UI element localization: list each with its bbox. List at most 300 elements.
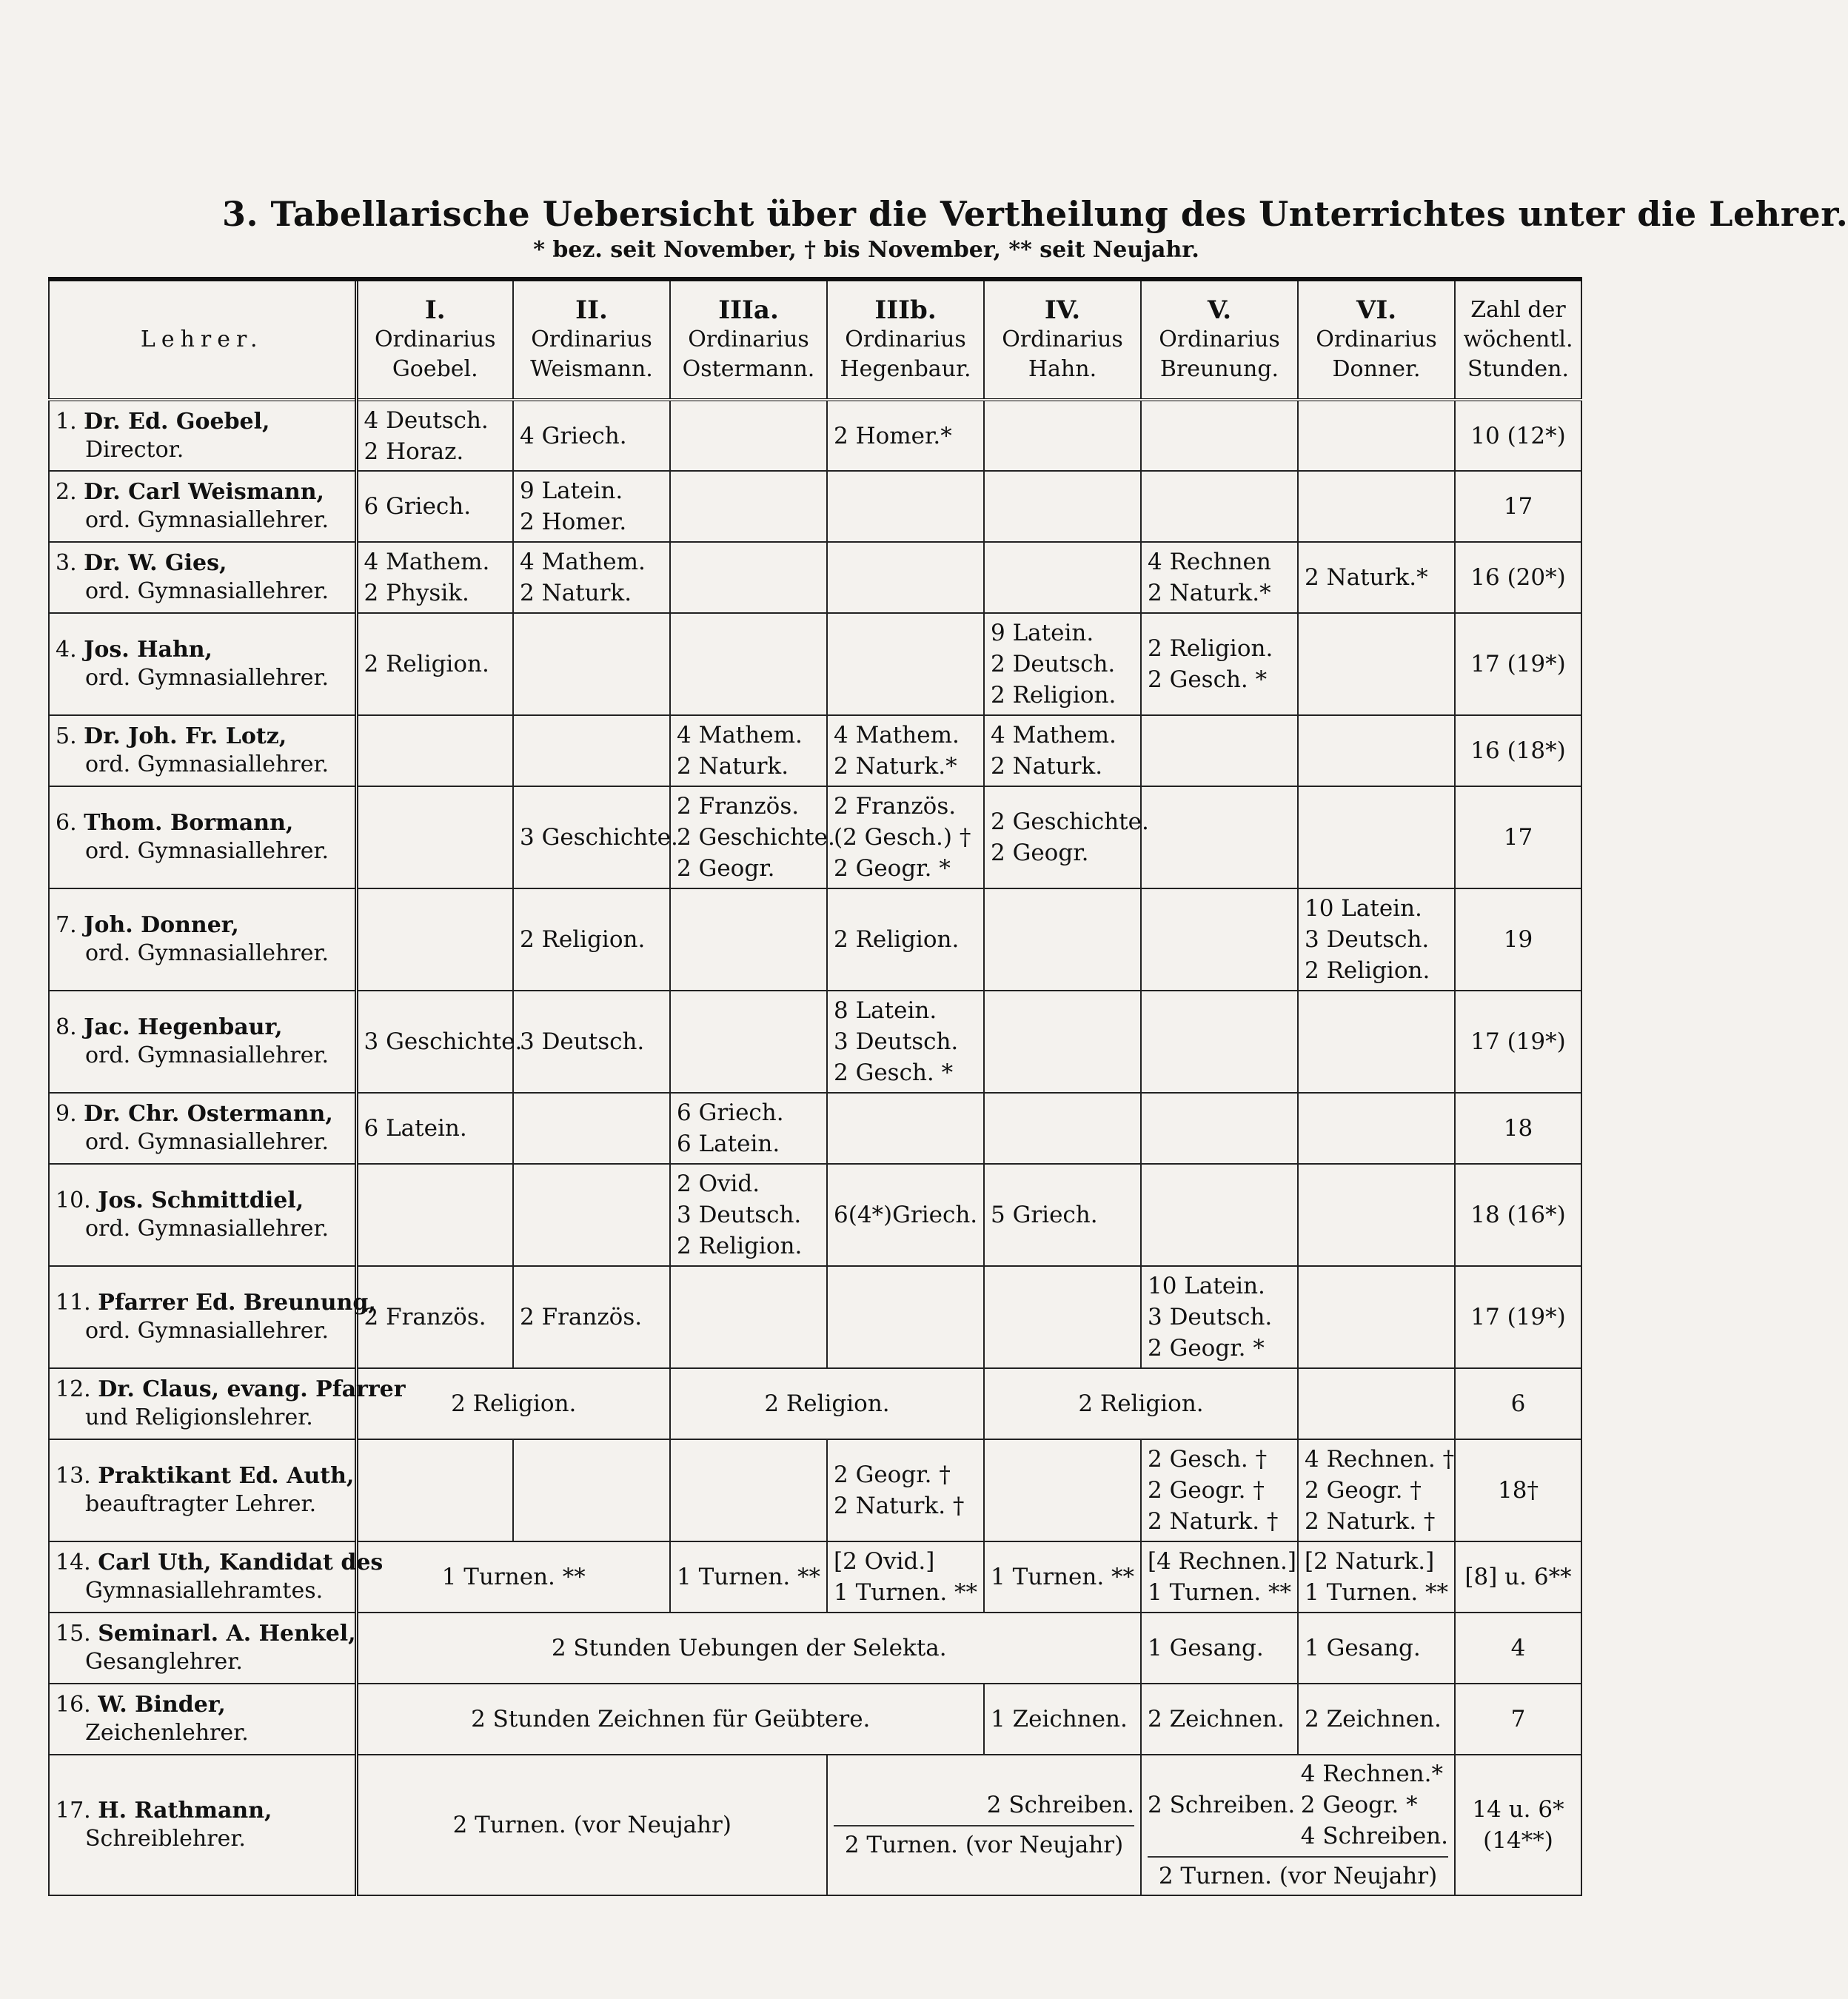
class-cell-c3	[670, 715, 827, 786]
subject-entry: 2 Homer.	[520, 509, 627, 535]
subject-entry: 1 Turnen. **	[991, 1564, 1135, 1590]
class-cell-c12	[356, 1541, 670, 1613]
class-cell-c4	[827, 613, 984, 715]
class-header-5: IV. Ordinarius Hahn.	[984, 279, 1141, 400]
class-cell-c3	[670, 991, 827, 1093]
teacher-cell	[49, 1755, 356, 1895]
class-cell-c4	[827, 991, 984, 1093]
class-cell-c3	[670, 1164, 827, 1266]
class-cell-c1	[356, 786, 513, 888]
class-cell-c5	[984, 888, 1141, 991]
subject-entry: 2 Religion.	[834, 926, 960, 953]
teacher-cell	[49, 1368, 406, 1439]
class-header-6: V. Ordinarius Breunung.	[1141, 279, 1298, 400]
hours-value: 19	[1503, 926, 1533, 953]
hours-value: 17 (19*)	[1470, 1028, 1566, 1055]
row-number: 8.	[56, 1014, 77, 1040]
class-cell-c6	[1141, 1684, 1298, 1755]
table-row	[49, 888, 1581, 991]
class-cell-c7	[1298, 991, 1455, 1093]
subject-entry: 4 Mathem.	[834, 722, 960, 749]
class-cell-c7	[1298, 1368, 1455, 1439]
subject-entry: [4 Rechnen.]	[1148, 1548, 1296, 1575]
class-header-4: IIIb. Ordinarius Hegenbaur.	[827, 279, 984, 400]
subject-entry: 4 Rechnen	[1148, 549, 1271, 575]
hours-value: [8] u. 6**	[1464, 1564, 1572, 1590]
subject-entry: 1 Gesang.	[1148, 1635, 1264, 1661]
teacher-name	[56, 1797, 349, 1825]
subject-entry: 2 Religion.	[991, 682, 1116, 709]
class-header-3: IIIa. Ordinarius Ostermann.	[670, 279, 827, 400]
subject-entry: 1 Turnen. **	[441, 1564, 586, 1590]
class-cell-c7	[1298, 471, 1455, 542]
class-cell-c3	[670, 1266, 827, 1368]
teacher-cell	[49, 1164, 356, 1266]
class-cell-c56	[984, 1368, 1298, 1439]
class-cell-c3	[670, 613, 827, 715]
teacher-role: Zeichenlehrer.	[85, 1720, 249, 1746]
class-cell-c7	[1298, 613, 1455, 715]
class-cell-c6	[1141, 715, 1298, 786]
row-number: 12.	[56, 1376, 91, 1402]
class-cell-c5	[984, 1164, 1141, 1266]
teaching-allocation-table	[48, 277, 1582, 1896]
class-cell-c1	[356, 1093, 513, 1164]
class-cell-c5	[984, 991, 1141, 1093]
hours-cell	[1455, 888, 1581, 991]
class-cell-c5	[984, 1684, 1141, 1755]
hours-cell	[1455, 1164, 1581, 1266]
subject-entry: 2 Zeichnen.	[1305, 1706, 1442, 1732]
teacher-role: ord. Gymnasiallehrer.	[85, 1318, 329, 1344]
hours-cell	[1455, 542, 1581, 613]
class-cell-c6	[1141, 1439, 1298, 1541]
class-cell-c1	[356, 1266, 513, 1368]
subject-entry: 1 Turnen. **	[1148, 1579, 1292, 1606]
subject-entry: 3 Deutsch.	[520, 1028, 645, 1055]
subject-entry: 2 Geogr. *	[1300, 1792, 1418, 1818]
subject-entry: 2 Naturk.	[991, 753, 1103, 780]
class-cell-c4	[827, 888, 984, 991]
subject-entry: 4 Rechnen.*	[1300, 1761, 1443, 1787]
subject-entry: 2 Religion.	[364, 651, 489, 677]
class-cell-c2	[513, 471, 670, 542]
row-number: 10.	[56, 1188, 91, 1213]
class-header-2: II. Ordinarius Weismann.	[513, 279, 670, 400]
teacher-role: ord. Gymnasiallehrer.	[85, 940, 329, 966]
class-cell-c6	[1141, 1093, 1298, 1164]
hours-cell	[1455, 1439, 1581, 1541]
table-row	[49, 1368, 1581, 1439]
subject-entry: 2 Naturk.*	[834, 753, 957, 780]
row-number: 7.	[56, 912, 77, 938]
subject-entry: 6(4*)Griech.	[834, 1202, 978, 1228]
subject-entry: 1 Zeichnen.	[991, 1706, 1128, 1732]
subject-entry: 4 Deutsch.	[364, 406, 489, 434]
table-row	[49, 471, 1581, 542]
hours-cell	[1455, 786, 1581, 888]
class-cell-c3	[670, 542, 827, 613]
teacher-role: ord. Gymnasiallehrer.	[85, 507, 329, 533]
hours-value: 6	[1510, 1390, 1526, 1417]
teacher-name-text: Pfarrer Ed. Breunung,	[98, 1290, 376, 1316]
subject-entry: 2 Naturk. †	[834, 1493, 965, 1519]
teacher-name	[56, 478, 349, 506]
class-cell-c3	[670, 400, 827, 471]
teacher-role: Director.	[85, 436, 184, 463]
subject-entry: 3 Geschichte.	[364, 1028, 523, 1055]
hours-value: 4	[1510, 1635, 1526, 1661]
class-cell-c7	[1298, 400, 1455, 471]
subject-entry: 1 Gesang.	[1305, 1635, 1421, 1661]
class-cell-c7	[1298, 1266, 1455, 1368]
teacher-role: Gesanglehrer.	[85, 1649, 243, 1675]
teacher-role: Schreiblehrer.	[85, 1826, 246, 1852]
row-number: 4.	[56, 637, 77, 663]
subject-entry: 6 Latein.	[364, 1115, 467, 1142]
table-row	[49, 1755, 1581, 1895]
class-cell-c1	[356, 888, 513, 991]
class-header-1: I. Ordinarius Goebel.	[356, 279, 513, 400]
subject-entry: 4 Griech.	[520, 422, 627, 449]
class-cell-c14	[356, 1684, 984, 1755]
class-cell-c2	[513, 400, 670, 471]
class-cell-c6	[1141, 1266, 1298, 1368]
hours-value: 10 (12*)	[1470, 422, 1566, 449]
subject-entry: 2 Geschichte.	[677, 824, 835, 851]
class-cell-c6	[1141, 1541, 1298, 1613]
teacher-column-header: Lehrer.	[49, 279, 356, 400]
teacher-cell	[49, 542, 356, 613]
class-cell-c15	[356, 1613, 1141, 1684]
teacher-cell	[49, 400, 356, 471]
class-cell-c5	[984, 1541, 1141, 1613]
hours-value: 17	[1503, 493, 1533, 520]
subject-entry: 4 Mathem.	[520, 549, 646, 575]
subject-entry: 2 Ovid.	[677, 1171, 760, 1197]
row-number: 17.	[56, 1798, 91, 1824]
hours-value: 16 (20*)	[1470, 564, 1566, 591]
teacher-name-text: W. Binder,	[98, 1692, 226, 1718]
class-cell-c3	[670, 471, 827, 542]
class-cell-c2	[513, 542, 670, 613]
teacher-name	[56, 408, 349, 436]
teacher-cell	[49, 1613, 356, 1684]
subject-entry: 2 Naturk. †	[1148, 1508, 1279, 1535]
class-cell-c7	[1298, 715, 1455, 786]
class-cell-c5	[984, 542, 1141, 613]
class-cell-c4	[827, 1439, 984, 1541]
class-cell-c1	[356, 400, 513, 471]
teacher-cell	[49, 991, 356, 1093]
teacher-cell	[49, 471, 356, 542]
subject-entry: 9 Latein.	[520, 478, 623, 504]
class-cell-c1	[356, 471, 513, 542]
class-cell-c13	[356, 1755, 827, 1895]
row-number: 9.	[56, 1101, 77, 1127]
subject-entry: 3 Geschichte.	[520, 824, 678, 851]
subject-entry: 2 Geogr. †	[834, 1461, 951, 1488]
teacher-name-text: Dr. Carl Weismann,	[84, 479, 324, 505]
class-cell-c2	[513, 1093, 670, 1164]
subject-entry: 4 Rechnen. †	[1305, 1446, 1455, 1473]
teacher-role: und Religionslehrer.	[85, 1404, 313, 1430]
hours-value-2: (14**)	[1483, 1827, 1553, 1854]
subject-entry: 2 Religion.	[520, 926, 646, 953]
class-cell-c6	[1141, 786, 1298, 888]
hours-value: 17	[1503, 824, 1533, 851]
class-cell-c5	[984, 1439, 1141, 1541]
class-cell-c5	[984, 471, 1141, 542]
subject-entry: 9 Latein.	[991, 620, 1094, 646]
subject-entry: 2 Gesch. *	[1148, 666, 1268, 693]
hours-value: 18	[1503, 1115, 1533, 1142]
table-row	[49, 1266, 1581, 1368]
class-cell-c4	[827, 400, 984, 471]
teacher-name-text: Jos. Hahn,	[84, 637, 213, 663]
teacher-role: ord. Gymnasiallehrer.	[85, 1129, 329, 1155]
class-cell-c4	[827, 1164, 984, 1266]
teacher-name	[56, 636, 349, 664]
table-row	[49, 400, 1581, 471]
teacher-role: ord. Gymnasiallehrer.	[85, 665, 329, 691]
class-cell-c5	[984, 400, 1141, 471]
class-cell-c6	[1141, 400, 1298, 471]
class-cell-c3	[670, 888, 827, 991]
subject-list	[1301, 1758, 1448, 1852]
subject-entry: 2 Naturk.*	[1148, 580, 1271, 606]
subject-entry: 10 Latein.	[1305, 895, 1422, 922]
class-cell-c1	[356, 1439, 513, 1541]
class-cell-c7	[1298, 1541, 1455, 1613]
class-cell-c7	[1298, 1093, 1455, 1164]
subject-entry: 2 Französ.	[834, 793, 957, 820]
table-row	[49, 1164, 1581, 1266]
teacher-name	[56, 723, 349, 751]
hours-cell	[1455, 613, 1581, 715]
table-row	[49, 1439, 1581, 1541]
subject-entry: 2 Religion.	[764, 1390, 890, 1417]
subject-entry: 2 Geogr. *	[834, 855, 951, 882]
row-number: 14.	[56, 1550, 91, 1576]
subject-entry: 2 Turnen. (vor Neujahr)	[1148, 1856, 1448, 1892]
class-cell-c1	[356, 1164, 513, 1266]
subject-entry: 2 Stunden Zeichnen für Geübtere.	[471, 1706, 871, 1732]
teacher-name	[56, 1549, 384, 1577]
subject-entry: 2 Französ.	[520, 1304, 643, 1330]
teacher-cell	[49, 1093, 356, 1164]
row-number: 13.	[56, 1463, 91, 1489]
subject-entry: 10 Latein.	[1148, 1273, 1265, 1299]
hours-cell	[1455, 1755, 1581, 1895]
teacher-name-text: Jos. Schmittdiel,	[98, 1188, 304, 1213]
hours-cell	[1455, 1093, 1581, 1164]
hours-value: 16 (18*)	[1470, 737, 1566, 764]
teacher-cell	[49, 786, 356, 888]
hours-value: 18†	[1498, 1477, 1539, 1504]
subject-entry: 2 Gesch. †	[1148, 1446, 1268, 1473]
class-cell-c6	[1141, 471, 1298, 542]
table-row	[49, 1093, 1581, 1164]
subject-entry: 2 Naturk.*	[1305, 564, 1428, 591]
subject-entry: 2 Französ.	[677, 793, 800, 820]
hours-cell	[1455, 1266, 1581, 1368]
teacher-role: ord. Gymnasiallehrer.	[85, 1042, 329, 1068]
teacher-cell	[49, 1684, 356, 1755]
table-row	[49, 1541, 1581, 1613]
teacher-name	[56, 1100, 349, 1128]
subject-entry: 2 Geogr. †	[1148, 1477, 1265, 1504]
class-cell-c2	[513, 1439, 670, 1541]
subject-entry: 2 Naturk. †	[1305, 1508, 1436, 1535]
row-number: 11.	[56, 1290, 91, 1316]
hours-cell	[1455, 471, 1581, 542]
class-cell-c4	[827, 1093, 984, 1164]
teacher-name	[56, 1462, 355, 1490]
subject-entry: 2 Religion.	[677, 1233, 803, 1259]
class-header-7: VI. Ordinarius Donner.	[1298, 279, 1455, 400]
class-cell-c3	[670, 1439, 827, 1541]
subject-entry: 1 Turnen. **	[834, 1579, 978, 1606]
teacher-name-text: H. Rathmann,	[98, 1798, 272, 1824]
subject-entry: 8 Latein.	[834, 997, 937, 1024]
subject-entry: 2 Deutsch.	[991, 651, 1116, 677]
table-row	[49, 1684, 1581, 1755]
teacher-cell	[49, 888, 356, 991]
teacher-cell	[49, 715, 356, 786]
class-cell-c7	[1298, 786, 1455, 888]
class-cell-c7	[1298, 1613, 1455, 1684]
subject-entry: 2 Religion.	[451, 1390, 577, 1417]
hours-value: 18 (16*)	[1470, 1202, 1566, 1228]
class-cell-c2	[513, 888, 670, 991]
class-cell-c5	[984, 786, 1149, 888]
class-cell-c7	[1298, 888, 1455, 991]
subject-entry: 2 Geogr.	[677, 855, 775, 882]
class-cell-c6	[1141, 1613, 1298, 1684]
teacher-role: ord. Gymnasiallehrer.	[85, 578, 329, 604]
subject-entry: 2 Naturk.	[677, 753, 789, 780]
class-cell-c5	[984, 1093, 1141, 1164]
subject-entry: 3 Deutsch.	[677, 1202, 802, 1228]
row-number: 2.	[56, 479, 77, 505]
teacher-cell	[49, 1541, 384, 1613]
legend-note: * bez. seit November, † bis November, ** seit Neujahr.	[533, 237, 1199, 263]
table-row	[49, 1613, 1581, 1684]
subject-entry: 2 Gesch. *	[834, 1059, 954, 1086]
teacher-name-text: Carl Uth, Kandidat des	[98, 1550, 384, 1576]
subject-entry: 2 Geogr. †	[1305, 1477, 1422, 1504]
class-cell-c5	[984, 1266, 1141, 1368]
teacher-name	[56, 549, 349, 577]
table-row	[49, 542, 1581, 613]
hours-value: 14 u. 6*	[1472, 1796, 1564, 1823]
subject-entry: 2 Französ.	[364, 1304, 486, 1330]
subject-entry: 4 Mathem.	[364, 549, 490, 575]
class-cell-c1	[356, 715, 513, 786]
hours-cell	[1455, 1541, 1581, 1613]
class-cell-c5	[984, 715, 1141, 786]
class-cell-c7	[1298, 542, 1455, 613]
class-cell-c6	[1141, 613, 1298, 715]
subject-entry: 3 Deutsch.	[1305, 926, 1430, 953]
teacher-name	[56, 1187, 349, 1215]
subject-entry: 6 Griech.	[364, 493, 472, 520]
class-cell-c2	[513, 786, 678, 888]
subject-entry: 2 Horaz.	[364, 438, 464, 465]
class-cell-c1	[356, 542, 513, 613]
subject-entry: (2 Gesch.) †	[834, 824, 971, 851]
subject-entry: 3 Deutsch.	[834, 1028, 959, 1055]
subject-entry: 2 Homer.*	[834, 422, 952, 449]
class-cell-c5	[984, 613, 1141, 715]
class-cell-c4	[827, 715, 984, 786]
teacher-name-text: Seminarl. A. Henkel,	[98, 1621, 356, 1647]
teacher-name	[56, 1376, 406, 1404]
class-cell-c34	[670, 1368, 984, 1439]
hours-cell	[1455, 715, 1581, 786]
class-cell-c6	[1141, 1164, 1298, 1266]
hours-column-header: Zahl der wöchentl. Stunden.	[1455, 279, 1581, 400]
class-cell-c1	[356, 613, 513, 715]
class-cell-c6	[1141, 888, 1298, 991]
table-row	[49, 786, 1581, 888]
table-row	[49, 991, 1581, 1093]
row-number: 5.	[56, 723, 77, 749]
subject-entry: 2 Naturk.	[520, 580, 632, 606]
class-cell-c6	[1141, 991, 1298, 1093]
class-cell-c3	[670, 786, 835, 888]
page-title: 3. Tabellarische Uebersicht über die Vertheilung des Unterrichtes unter die Lehrer.	[222, 194, 1848, 234]
subject-entry: 2 Schreiben.	[1148, 1792, 1296, 1818]
subject-entry: 1 Turnen. **	[1305, 1579, 1449, 1606]
subject-entry: 2 Stunden Uebungen der Selekta.	[551, 1635, 947, 1661]
teacher-name	[56, 1289, 376, 1317]
teacher-name-text: Thom. Bormann,	[84, 810, 294, 836]
class-cell-c6	[1141, 542, 1298, 613]
v-vi-entries	[1148, 1758, 1448, 1852]
teacher-role: ord. Gymnasiallehrer.	[85, 751, 329, 777]
subject-entry: 1 Turnen. **	[677, 1564, 821, 1590]
row-number: 15.	[56, 1621, 91, 1647]
teacher-name	[56, 1691, 349, 1719]
class-cell-c7	[1298, 1164, 1455, 1266]
class-cell-c4	[827, 1541, 984, 1613]
teacher-cell	[49, 1266, 376, 1368]
teacher-name	[56, 809, 349, 837]
class-cell-c7	[1298, 1439, 1455, 1541]
teacher-name-text: Dr. Joh. Fr. Lotz,	[84, 723, 287, 749]
subject-entry: 6 Latein.	[677, 1131, 780, 1157]
subject-entry: 2 Zeichnen.	[1148, 1706, 1285, 1732]
class-cell-c2	[513, 715, 670, 786]
teacher-name-text: Praktikant Ed. Auth,	[98, 1463, 355, 1489]
teacher-role: ord. Gymnasiallehrer.	[85, 1216, 329, 1242]
hours-cell	[1455, 1613, 1581, 1684]
hours-cell	[1455, 1684, 1581, 1755]
class-cell-c4	[827, 786, 984, 888]
subject-entry: 4 Schreiben.	[1300, 1823, 1448, 1849]
subject-entry: 2 Turnen. (vor Neujahr)	[452, 1812, 732, 1838]
hours-value: 17 (19*)	[1470, 1304, 1566, 1330]
class-cell-c4	[827, 542, 984, 613]
subject-entry: 2 Geogr. *	[1148, 1335, 1265, 1362]
teacher-name-text: Joh. Donner,	[84, 912, 239, 938]
class-cell-c1	[356, 991, 523, 1093]
teacher-name-text: Jac. Hegenbaur,	[84, 1014, 283, 1040]
teacher-role: Gymnasiallehramtes.	[85, 1578, 324, 1604]
row-number: 1.	[56, 408, 77, 435]
